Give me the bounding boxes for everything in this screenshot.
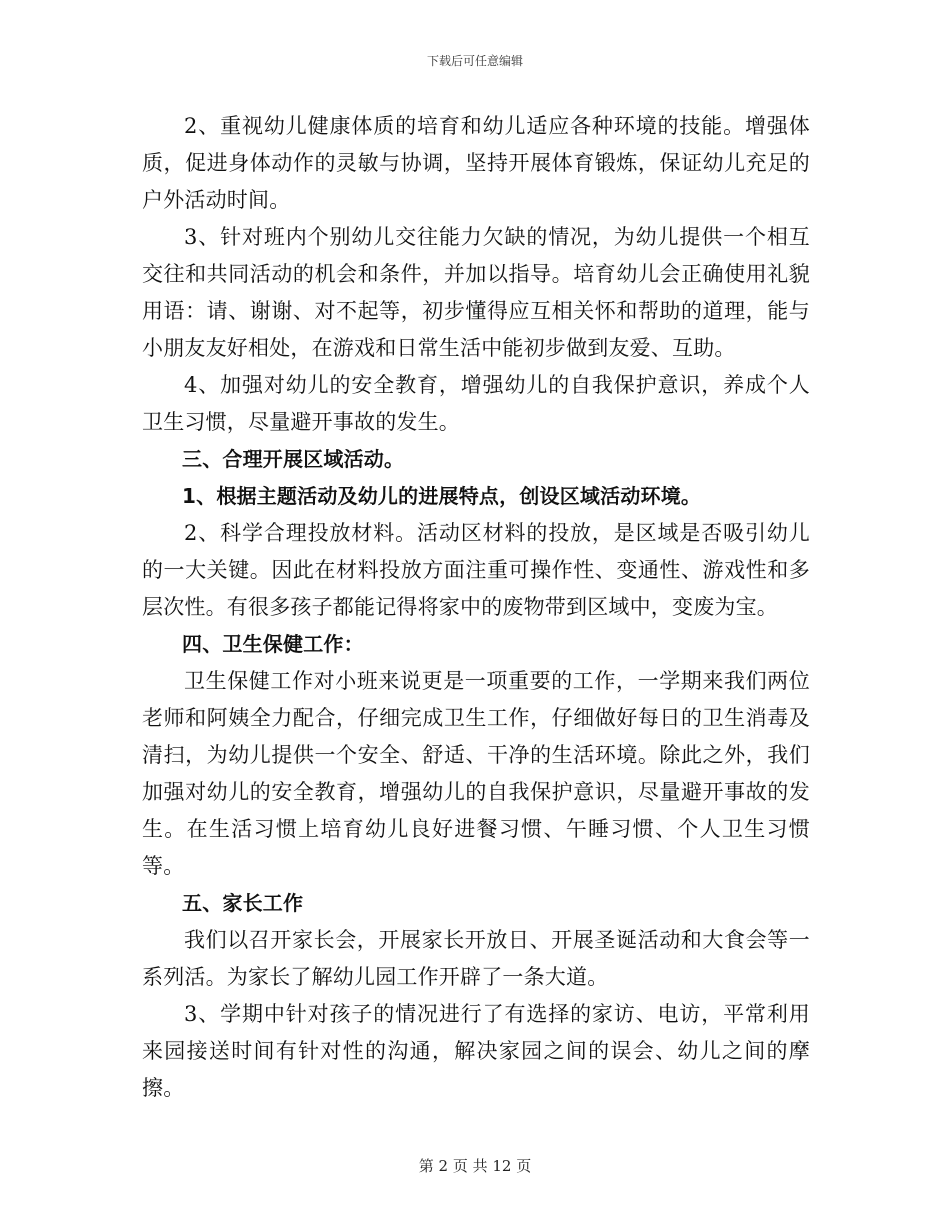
section-heading-area-activities: 三、合理开展区域活动。: [182, 447, 405, 471]
document-body: [142, 108, 810, 1107]
paragraph-home-visits: 3、学期中针对孩子的情况进行了有选择的家访、电访，平常利用来园接送时间有针对性的沟通，解决家园之间的误会、幼儿之间的摩擦。: [142, 1002, 810, 1100]
section-heading-parents: 五、家长工作: [182, 891, 304, 915]
paragraph-hygiene: 卫生保健工作对小班来说更是一项重要的工作，一学期来我们两位老师和阿姨全力配合，仔细完成卫生工作，仔细做好每日的卫生消毒及清扫，为幼儿提供一个安全、舒适、干净的生活环境。除此之外，我们加强对幼儿的安全教育，增强幼儿的自我保护意识，尽量避开事故的发生。在生活习惯上培育幼儿良好进餐习惯、午睡习惯、个人卫生习惯等。: [142, 669, 810, 878]
paragraph-parents-meeting: 我们以召开家长会，开展家长开放日、开展圣诞活动和大食会等一系列活。为家长了解幼儿园工作开辟了一条大道。: [142, 928, 810, 989]
paragraph-materials: 2、科学合理投放材料。活动区材料的投放，是区域是否吸引幼儿的一大关键。因此在材料投放方面注重可操作性、变通性、游戏性和多层次性。有很多孩子都能记得将家中的废物带到区域中，变废为宝。: [142, 521, 810, 619]
subheading-area-environment: 1、根据主题活动及幼儿的进展特点，创设区域活动环境。: [182, 484, 702, 508]
paragraph-safety: 4、加强对幼儿的安全教育，增强幼儿的自我保护意识，养成个人卫生习惯，尽量避开事故的发生。: [142, 373, 810, 434]
paragraph-social: 3、针对班内个别幼儿交往能力欠缺的情况，为幼儿提供一个相互交往和共同活动的机会和条件，并加以指导。培育幼儿会正确使用礼貌用语：请、谢谢、对不起等，初步懂得应互相关怀和帮助的道理，能与小朋友友好相处，在游戏和日常生活中能初步做到友爱、互助。: [142, 225, 810, 360]
paragraph-health: 2、重视幼儿健康体质的培育和幼儿适应各种环境的技能。增强体质，促进身体动作的灵敏与协调，坚持开展体育锻炼，保证幼儿充足的户外活动时间。: [142, 114, 810, 212]
page-number: 第 2 页 共 12 页: [418, 1157, 532, 1175]
page-header: 下载后可任意编辑: [426, 54, 523, 68]
section-heading-hygiene: 四、卫生保健工作：: [182, 632, 364, 656]
